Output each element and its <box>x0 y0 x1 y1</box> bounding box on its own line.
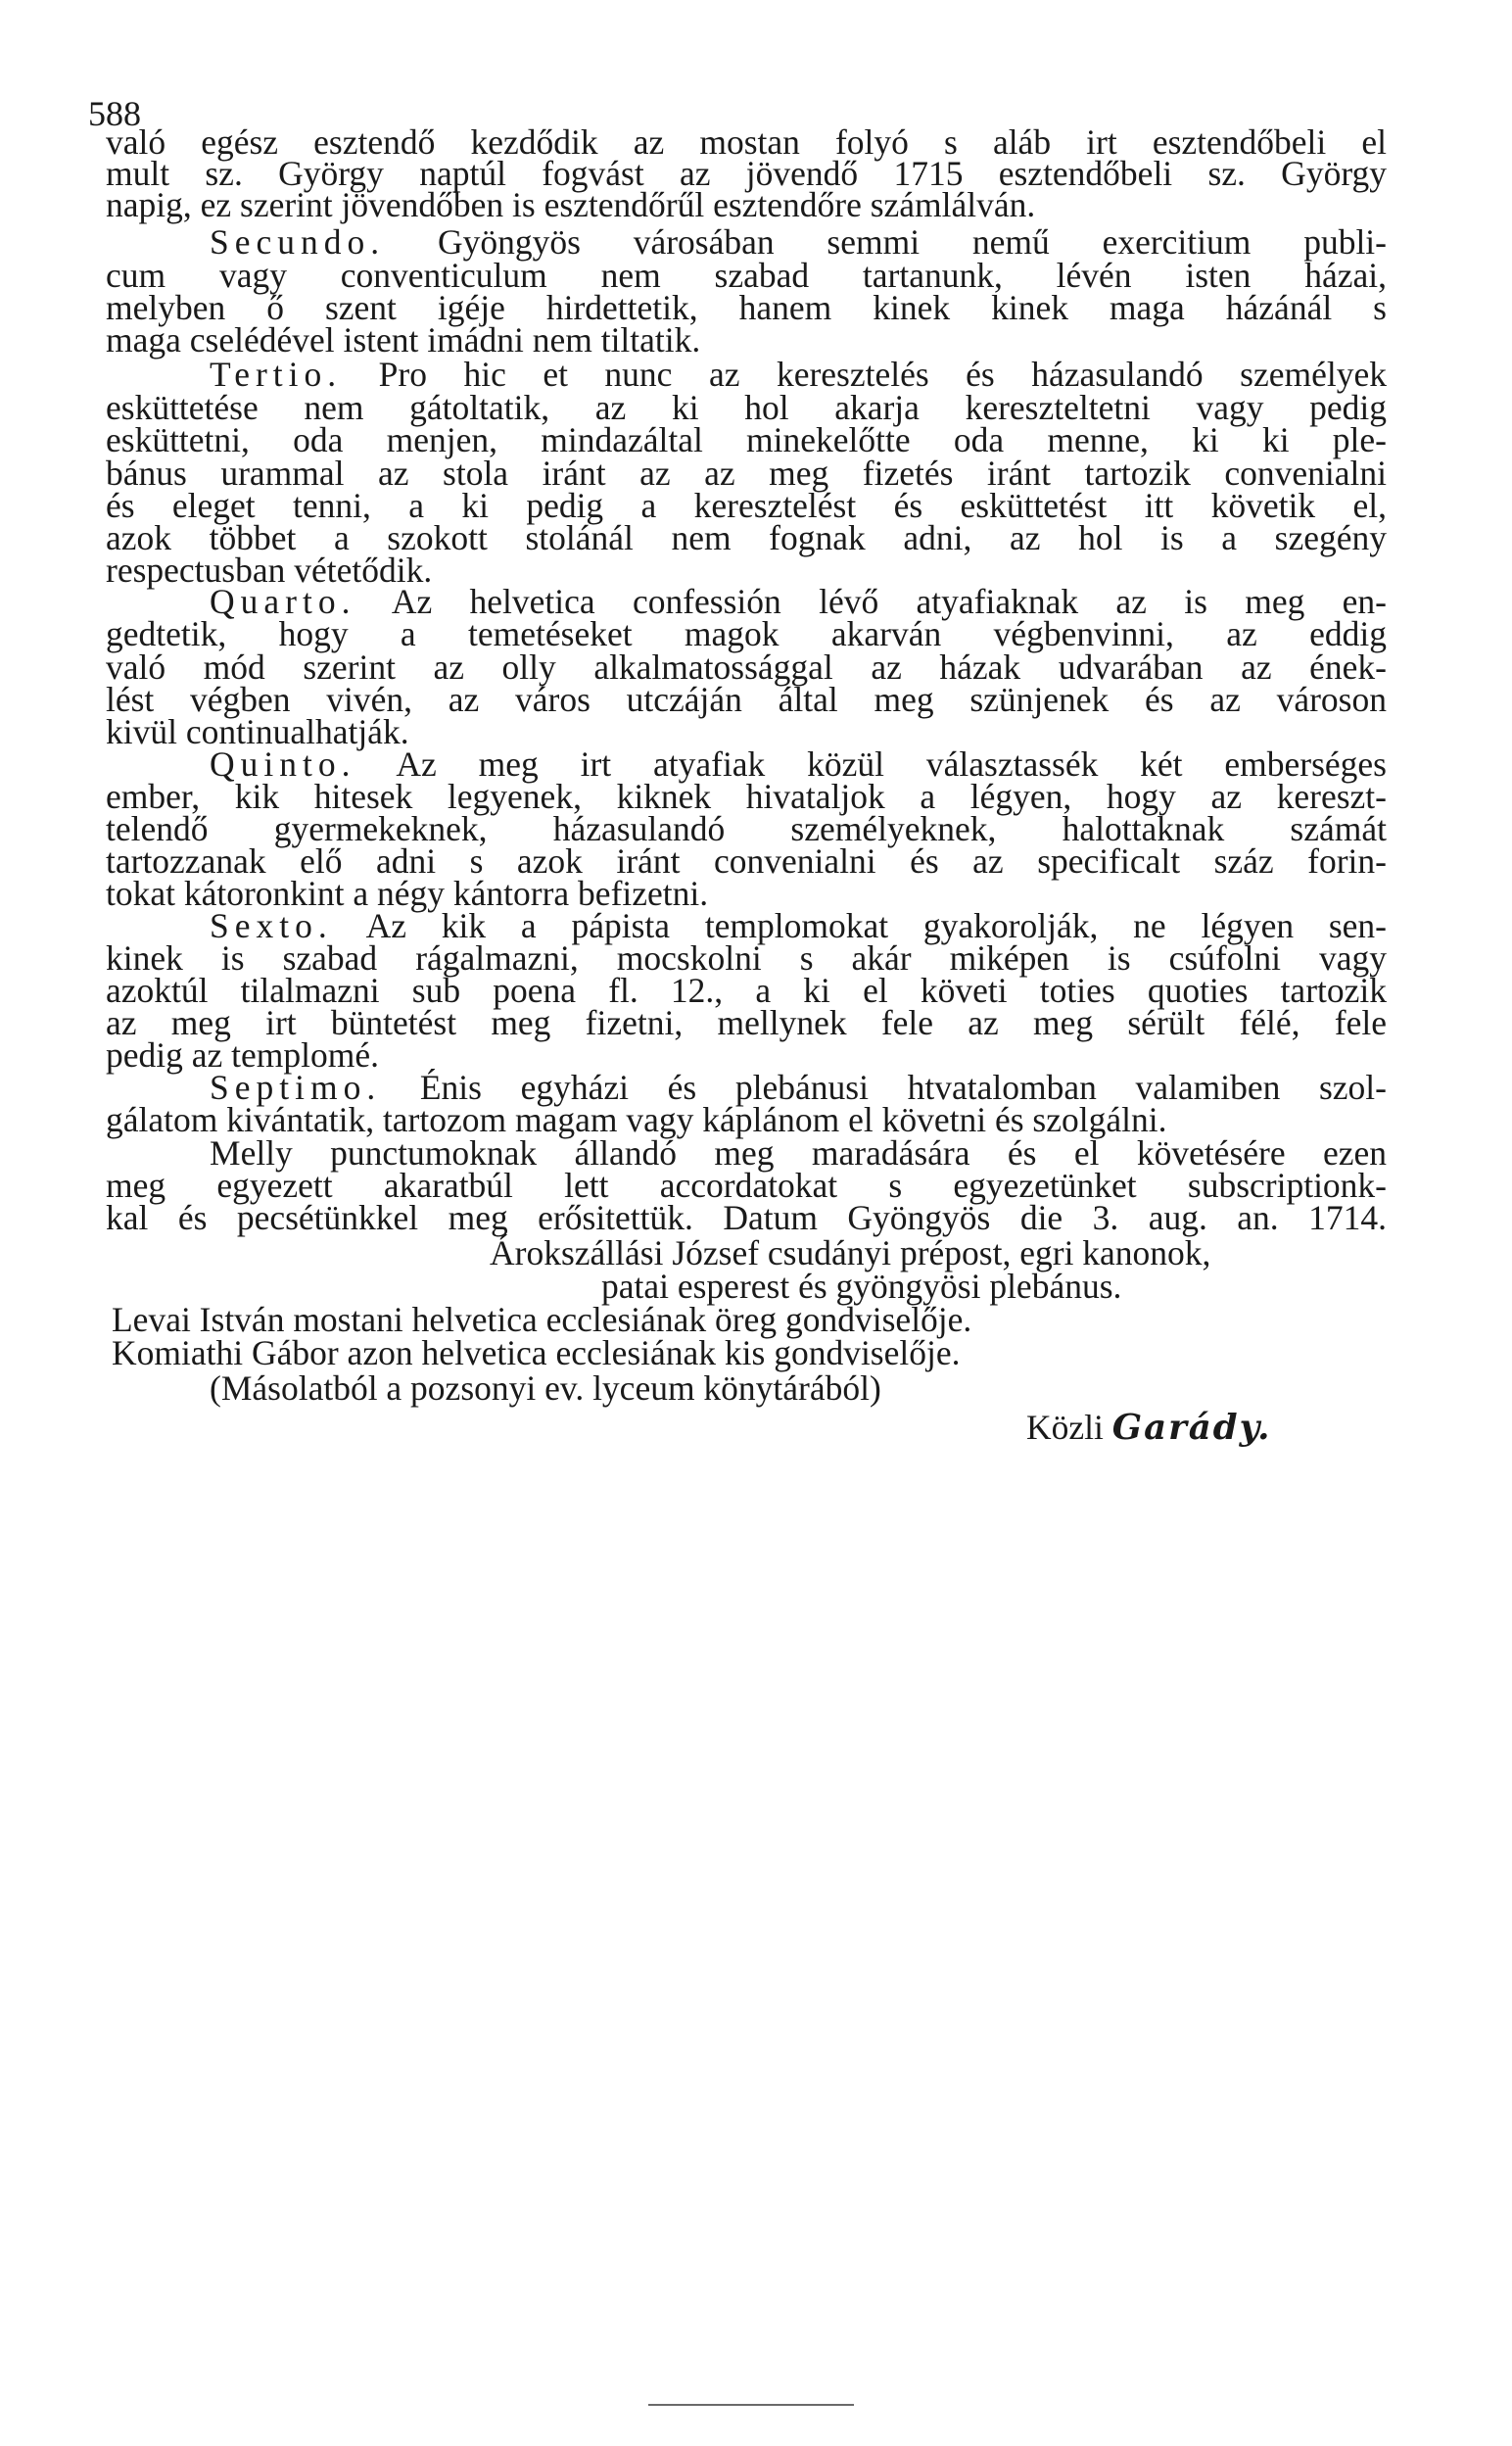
text-line: kinek is szabad rágalmazni, mocskolni s akár miképen is csúfolni vagy <box>106 938 1387 978</box>
bottom-divider <box>648 2404 854 2406</box>
text-line: kivül continualhatják. <box>106 712 409 751</box>
text-line: maga cselédével istent imádni nem tiltatik. <box>106 320 701 360</box>
text-line: mult sz. György naptúl fogvást az jövendő 1715 esztendőbeli sz. György <box>106 154 1387 193</box>
signature-line: patai esperest és gyöngyösi plebánus. <box>601 1267 1122 1306</box>
text-line: és eleget tenni, a ki pedig a keresztelést és esküttetést itt követik el, <box>106 486 1387 525</box>
text-line: azok többet a szokott stolánál nem fognak adni, az hol is a szegény <box>106 518 1387 557</box>
credit-prefix: Közli <box>1026 1408 1104 1447</box>
page-number: 588 <box>88 94 141 133</box>
text-line: napig, ez szerint jövendőben is esztendőrűl esztendőre számlálván. <box>106 185 1036 224</box>
text-line: gálatom kivántatik, tartozom magam vagy káplánom el követni és szolgálni. <box>106 1100 1167 1139</box>
text-span: Az kik a pápista templomokat gyakorolják, ne légyen sen- <box>365 906 1388 945</box>
text-span: Az meg irt atyafiak közül választassék két emberséges <box>396 744 1387 784</box>
paragraph-lead-word: Sexto. <box>210 906 333 945</box>
text-line: gedtetik, hogy a temetéseket magok akarván végbenvinni, az eddig <box>106 614 1387 653</box>
signature-line: Komiathi Gábor azon helvetica ecclesiának kis gondviselője. <box>112 1333 961 1372</box>
paragraph-lead-word: Quarto. <box>210 582 356 621</box>
text-line: tartozzanak elő adni s azok iránt convenialni és az specificalt száz forin- <box>106 841 1387 881</box>
paragraph-lead-word: Septimo. <box>210 1068 382 1107</box>
text-line: tokat kátoronkint a négy kántorra befizetni. <box>106 874 709 913</box>
credit-line <box>1026 1408 1272 1448</box>
paragraph-start-line: Melly punctumoknak állandó meg maradására és el követésére ezen <box>210 1133 1387 1173</box>
text-line: esküttetése nem gátoltatik, az ki hol akarja kereszteltetni vagy pedig <box>106 388 1387 427</box>
signature-line: Árokszállási József csudányi prépost, egri kanonok, <box>490 1233 1211 1272</box>
source-note: (Másolatból a pozsonyi ev. lyceum könytárából) <box>210 1368 881 1408</box>
credit-name: Garády. <box>1111 1408 1272 1448</box>
text-line: cum vagy conventiculum nem szabad tartanunk, lévén isten házai, <box>106 256 1387 295</box>
text-line: esküttetni, oda menjen, mindazáltal minekelőtte oda menne, ki ki ple- <box>106 420 1387 459</box>
text-line: pedig az templomé. <box>106 1035 379 1075</box>
text-line: ember, kik hitesek legyenek, kiknek hivataljok a légyen, hogy az kereszt- <box>106 777 1387 816</box>
text-line: az meg irt büntetést meg fizetni, mellynek fele az meg sérült félé, fele <box>106 1003 1387 1042</box>
signature-line: Levai István mostani helvetica ecclesiának öreg gondviselője. <box>112 1300 972 1339</box>
text-line: respectusban vétetődik. <box>106 551 433 590</box>
paragraph-lead-word: Secundo. <box>210 222 386 262</box>
text-line: bánus urammal az stola iránt az az meg fizetés iránt tartozik convenialni <box>106 454 1387 493</box>
text-line: melyben ő szent igéje hirdettetik, hanem kinek kinek maga házánál s <box>106 288 1387 327</box>
text-line: való mód szerint az olly alkalmatossággal az házak udvarában az ének- <box>106 647 1387 687</box>
text-line: való egész esztendő kezdődik az mostan folyó s aláb irt esztendőbeli el <box>106 122 1387 162</box>
text-span: Pro hic et nunc az keresztelés és házasulandó személyek <box>378 355 1387 394</box>
text-line: azoktúl tilalmazni sub poena fl. 12., a ki el követi toties quoties tartozik <box>106 971 1387 1010</box>
text-span: Gyöngyös városában semmi nemű exercitium publi- <box>437 222 1387 262</box>
text-line: lést végben vivén, az város utczáján által meg szünjenek és az városon <box>106 680 1387 719</box>
paragraph-lead-word: Tertio. <box>210 355 343 394</box>
text-line: telendő gyermekeknek, házasulandó személyeknek, halottaknak számát <box>106 809 1387 848</box>
text-line: kal és pecsétünkkel meg erősitettük. Datum Gyöngyös die 3. aug. an. 1714. <box>106 1198 1387 1237</box>
text-span: Az helvetica confessión lévő atyafiaknak az is meg en- <box>391 582 1387 621</box>
paragraph-lead-word: Quinto. <box>210 744 356 784</box>
text-span: Énis egyházi és plebánusi htvatalomban valamiben szol- <box>419 1068 1387 1107</box>
text-line: meg egyezett akaratbúl lett accordatokat s egyezetünket subscriptionk- <box>106 1166 1387 1205</box>
